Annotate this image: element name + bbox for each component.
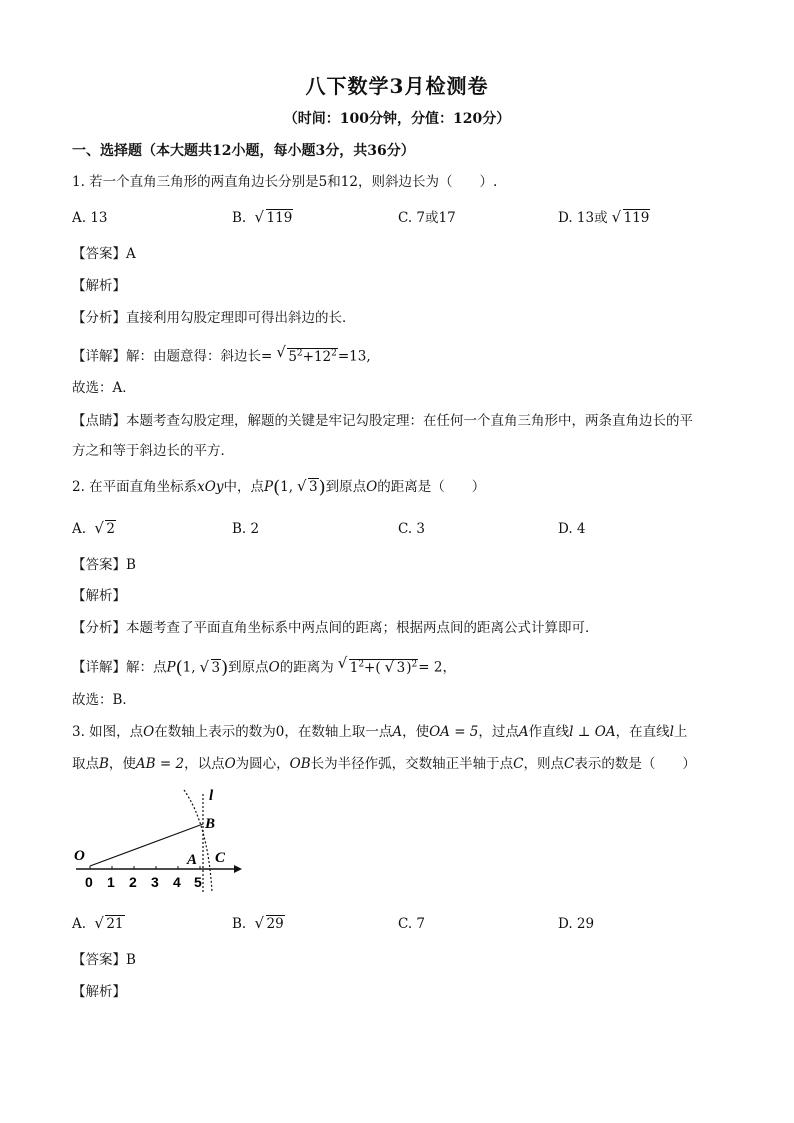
label-a: A <box>187 852 198 868</box>
q3-point-b: B <box>99 756 109 772</box>
q1-option-c: C. 7或17 <box>398 210 456 226</box>
axis-arrow-icon <box>234 865 242 873</box>
q1-option-d <box>558 208 650 228</box>
square-exponent: 2 <box>331 348 337 358</box>
q2-analysis: 【分析】本题考查了平面直角坐标系中两点间的距离；根据两点间的距离公式计算即可． <box>72 620 599 636</box>
sqrt-symbol <box>385 658 407 678</box>
q3-point-o: O <box>143 724 155 740</box>
q3-text: 为圆心， <box>235 756 290 772</box>
q1-jiexi: 【解析】 <box>72 278 126 294</box>
q2-option-d: D. 4 <box>558 521 586 537</box>
label-o: O <box>74 848 85 864</box>
q2-option-a <box>72 519 116 539</box>
q1-choose: 故选：A． <box>72 380 136 396</box>
q2-coordinate-system: xOy <box>197 479 224 495</box>
number-line-figure <box>72 784 242 896</box>
q2-detail-result: = 2， <box>418 659 456 676</box>
q2-detail-radicand <box>349 659 419 676</box>
q3-text: ，使 <box>108 756 136 772</box>
q1-option-b-radicand: 119 <box>266 210 293 226</box>
q3-stem-line2 <box>72 754 696 774</box>
square-exponent: 2 <box>358 659 365 669</box>
q3-option-a-radicand: 21 <box>106 916 124 932</box>
sqrt-symbol <box>200 658 222 678</box>
q2-point-o: O <box>366 479 378 495</box>
q2-detail-part: 到原点 <box>228 659 269 676</box>
q2-option-a-radicand: 2 <box>106 521 115 537</box>
q3-text: 在数轴上表示的数为0，在数轴上取一点 <box>154 724 393 740</box>
q1-remark-line2: 方之和等于斜边长的平方． <box>72 443 234 459</box>
q2-option-a-label: A. <box>72 521 87 537</box>
q2-stem-part: 的距离是（ ） <box>377 479 486 495</box>
q1-option-a: A. 13 <box>72 210 108 226</box>
q3-formula: l ⊥ OA <box>569 724 616 740</box>
right-paren: ) <box>318 477 326 498</box>
q3-text: 上 <box>673 724 688 740</box>
q3-text: 长为半径作弧，交数轴正半轴于点 <box>310 756 514 772</box>
q2-detail-term: +( <box>364 659 381 676</box>
q2-detail-part: 的距离为 <box>279 659 334 676</box>
sqrt-symbol <box>297 477 319 497</box>
q1-option-b <box>232 208 293 228</box>
q2-coord-radicand: 3 <box>309 479 318 495</box>
square-exponent: 2 <box>296 348 303 358</box>
q2-option-c: C. 3 <box>398 521 426 537</box>
q3-text: ，则点 <box>523 756 564 772</box>
square-exponent: 2 <box>411 659 418 669</box>
sqrt-symbol <box>612 208 651 228</box>
q1-detail-radicand <box>287 348 338 365</box>
q1-remark-line1: 【点睛】本题考查勾股定理，解题的关键是牢记勾股定理：在任何一个直角三角形中，两条直角边长的平 <box>72 413 693 429</box>
q2-stem <box>72 477 485 498</box>
q3-point-c: C <box>564 756 575 772</box>
sqrt-symbol <box>255 208 294 228</box>
q1-detail-result: =13, <box>337 348 371 365</box>
q3-text: 作直线 <box>528 724 570 740</box>
q3-text: 取点 <box>72 756 99 772</box>
q3-text: ，在直线 <box>615 724 670 740</box>
q3-text: ，使 <box>402 724 430 740</box>
page-title: 八下数学3月检测卷 <box>305 74 489 98</box>
tick-label: 5 <box>194 874 202 890</box>
q1-option-b-label: B. <box>232 210 247 226</box>
q1-option-d-radicand: 119 <box>623 210 650 226</box>
label-l: l <box>209 788 214 804</box>
q1-detail-term-a: 5 <box>288 348 297 365</box>
sqrt-symbol <box>338 654 419 678</box>
q1-stem: 1. 若一个直角三角形的两直角边长分别是5和12，则斜边长为（ ）. <box>72 174 498 190</box>
q3-option-b-label: B. <box>232 916 247 932</box>
q2-option-b: B. 2 <box>232 521 260 537</box>
tick-label: 1 <box>107 874 115 890</box>
page-subtitle: （时间：100分钟，分值：120分） <box>283 111 511 127</box>
q3-option-d: D. 29 <box>558 916 595 932</box>
q2-stem-part: 到原点 <box>325 479 367 495</box>
q1-detail-term-b: +12 <box>302 348 332 365</box>
q2-detail-term: 3 <box>396 659 406 676</box>
section-heading: 一、选择题（本大题共12小题，每小题3分，共36分） <box>72 143 415 159</box>
q3-formula: OB <box>289 756 311 772</box>
q2-detail-term: ) <box>406 659 412 676</box>
q2-choose: 故选：B． <box>72 692 136 708</box>
q2-detail <box>72 654 456 679</box>
q3-text: ，以点 <box>184 756 225 772</box>
q2-detail-term: 1 <box>349 659 359 676</box>
right-paren: ) <box>221 657 229 679</box>
q3-text: ，过点 <box>478 724 519 740</box>
q1-detail <box>72 343 371 367</box>
q3-option-b-radicand: 29 <box>266 916 284 932</box>
tick-label: 4 <box>173 874 181 890</box>
q3-point-c: C <box>513 756 524 772</box>
sqrt-symbol <box>94 519 116 539</box>
tick-label: 0 <box>85 874 93 890</box>
left-paren: ( <box>273 477 281 498</box>
q1-analysis: 【分析】直接利用勾股定理即可得出斜边的长． <box>72 310 356 326</box>
q3-line-l: l <box>669 724 674 740</box>
q2-stem-part: 2. 在平面直角坐标系 <box>72 479 198 495</box>
sqrt-symbol <box>94 914 124 934</box>
q2-coord-x: 1, <box>280 479 293 495</box>
q1-option-d-label: D. 13或 <box>558 210 608 226</box>
q3-option-a <box>72 914 125 934</box>
sqrt-symbol <box>255 914 285 934</box>
q2-coord-x: 1, <box>182 659 196 676</box>
q2-coord-radicand: 3 <box>211 659 221 676</box>
q2-jiexi: 【解析】 <box>72 588 126 604</box>
q3-formula: OA = 5 <box>429 724 479 740</box>
q3-jiexi: 【解析】 <box>72 984 126 1000</box>
q1-detail-text: 【详解】解：由题意得：斜边长= <box>72 348 273 365</box>
q2-point-p: P <box>166 659 176 676</box>
q3-formula: AB = 2 <box>135 756 185 772</box>
q3-option-c: C. 7 <box>398 916 426 932</box>
left-paren: ( <box>175 657 183 679</box>
q3-point-a: A <box>392 724 403 740</box>
label-c: C <box>215 850 226 866</box>
q3-option-a-label: A. <box>72 916 87 932</box>
tick-label: 2 <box>129 874 137 890</box>
q3-stem-line1 <box>72 722 687 742</box>
sqrt-symbol <box>276 343 338 367</box>
q3-text: 表示的数是（ ） <box>574 756 696 772</box>
q2-point-p: P <box>263 479 274 495</box>
q3-option-b <box>232 914 285 934</box>
q1-answer: 【答案】A <box>72 246 136 262</box>
q3-point-a: A <box>518 724 529 740</box>
q3-point-o: O <box>224 756 236 772</box>
q2-detail-part: 【详解】解：点 <box>72 659 167 676</box>
label-b: B <box>205 816 216 832</box>
tick-label: 3 <box>151 874 159 890</box>
q3-answer: 【答案】B <box>72 952 136 968</box>
q2-point-o: O <box>268 659 280 676</box>
q2-stem-part: 中，点 <box>223 479 264 495</box>
q2-answer: 【答案】B <box>72 557 136 573</box>
q3-text: 3. 如图，点 <box>72 724 144 740</box>
